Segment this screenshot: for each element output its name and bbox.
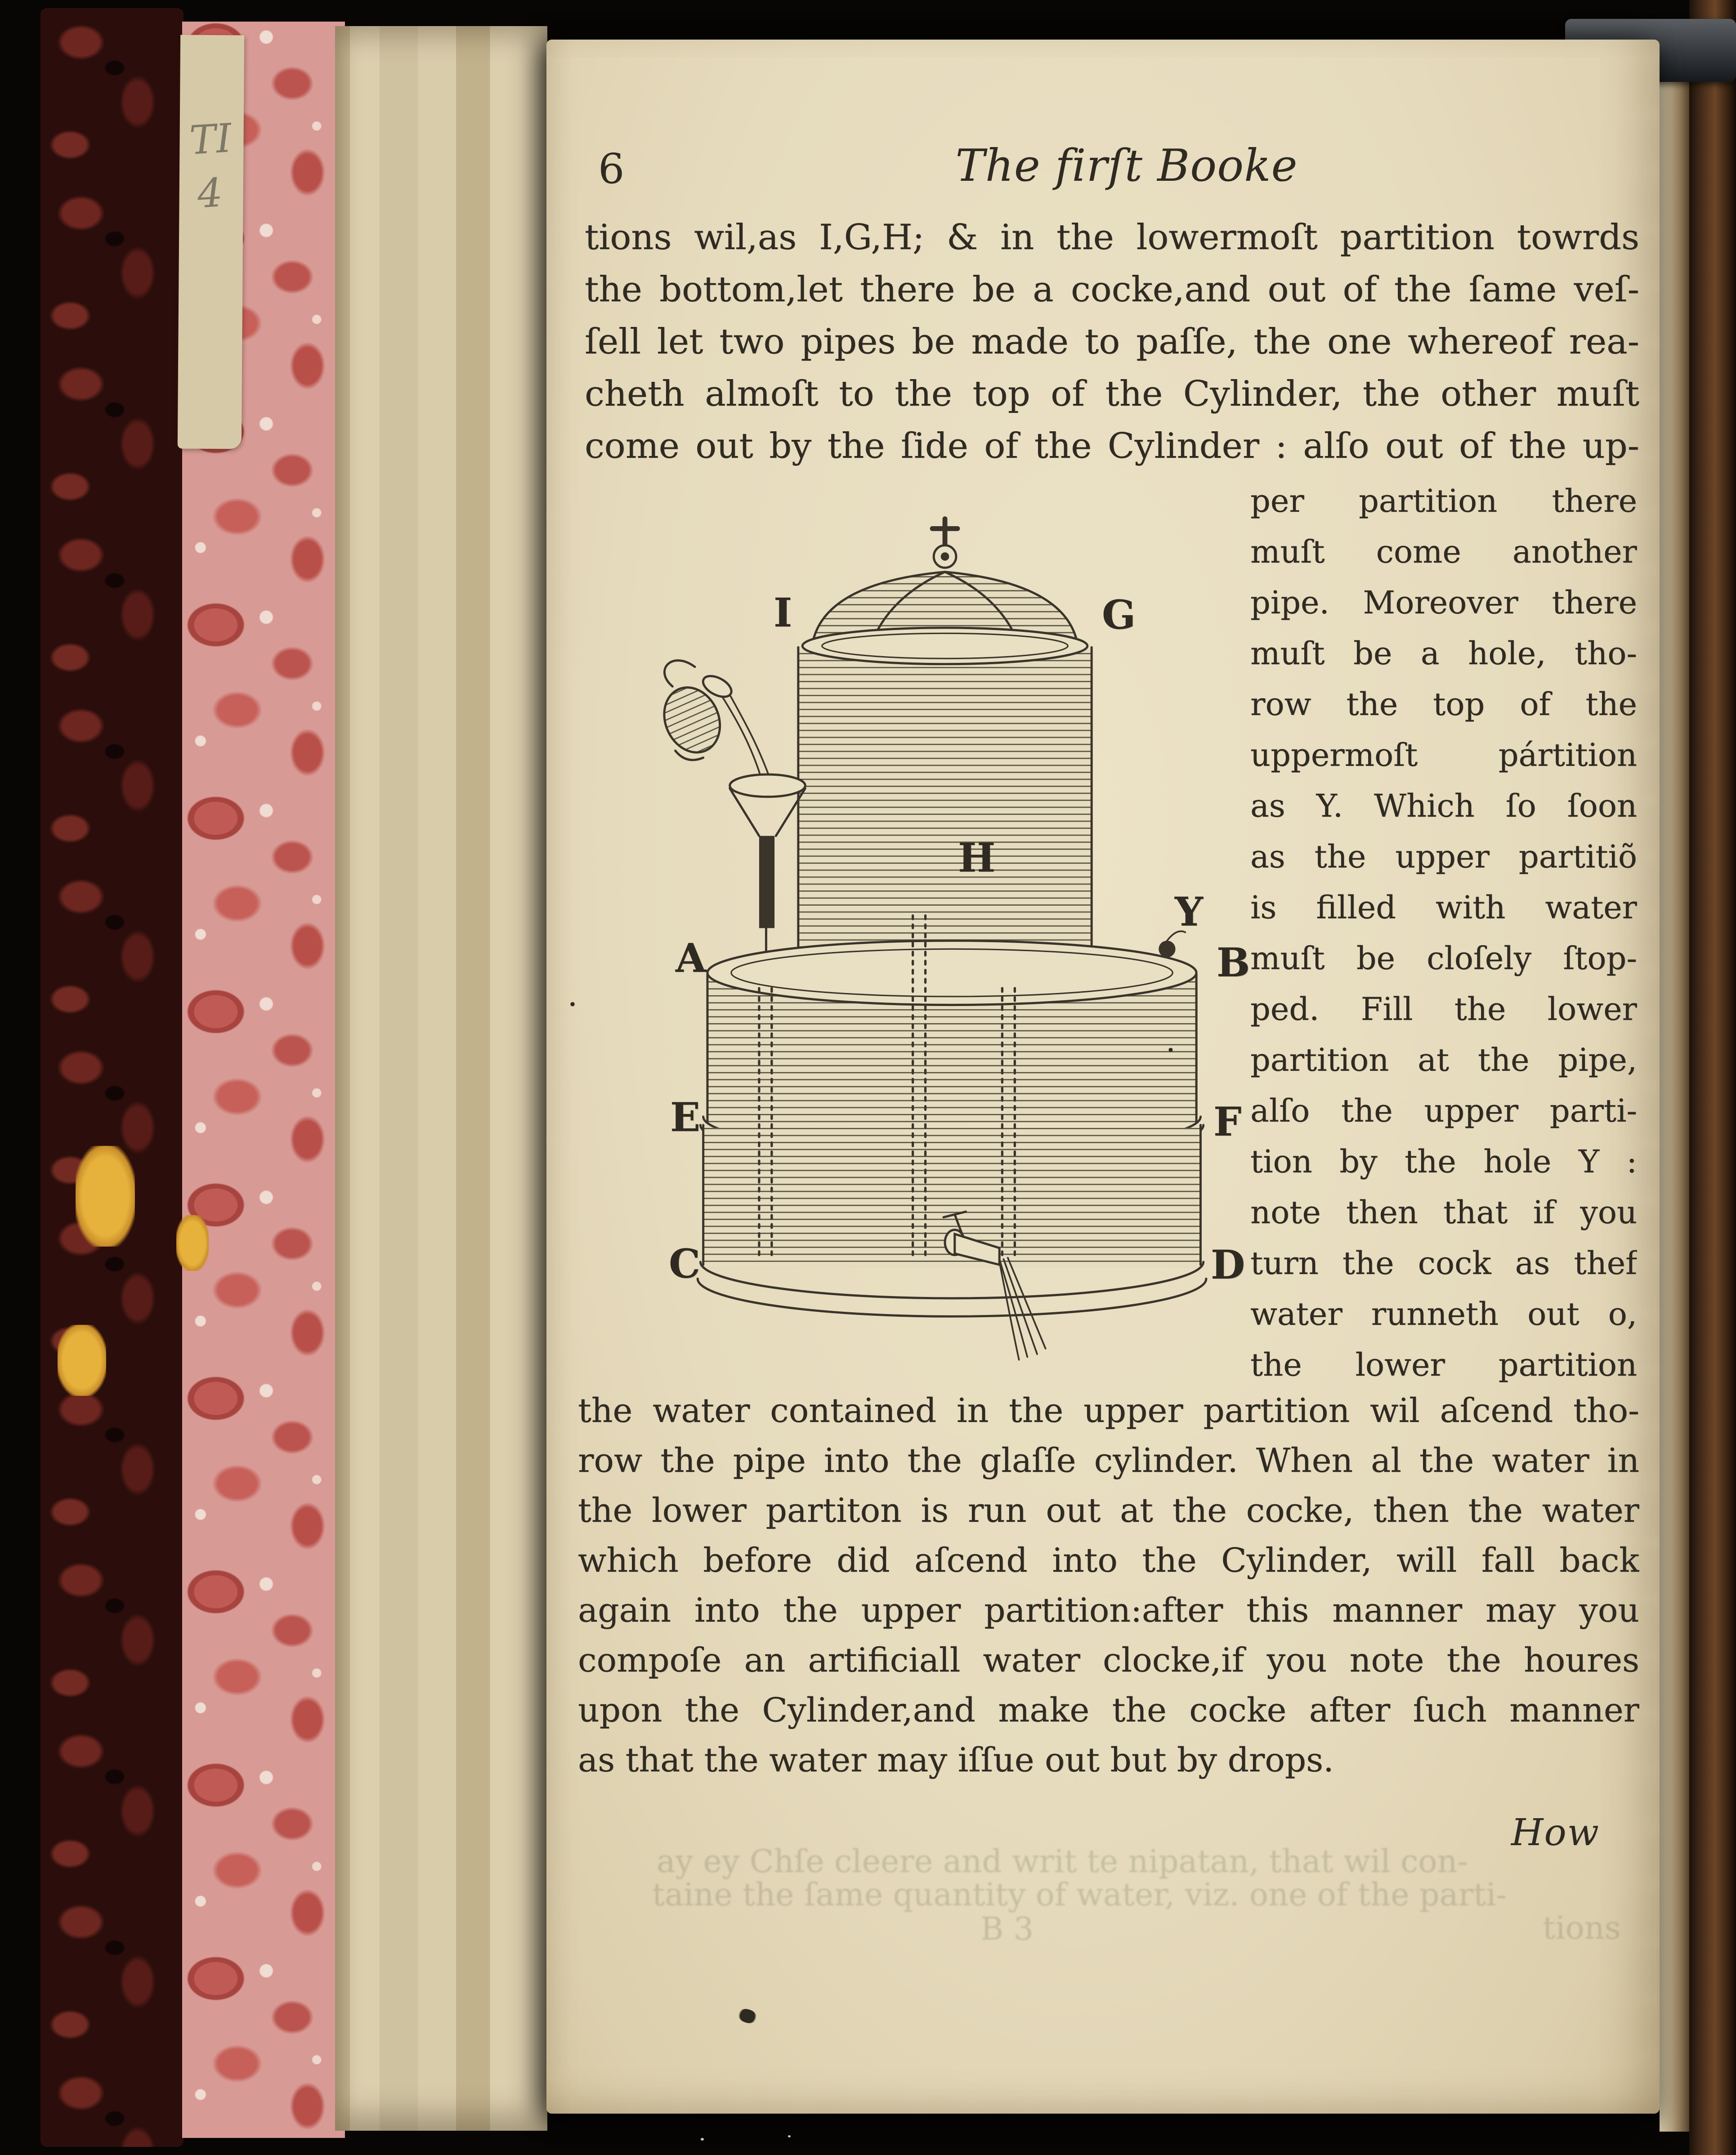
cross-finial-icon (932, 519, 957, 568)
handwritten-shelfmark: 4 (196, 169, 224, 217)
marble-yellow-blob (58, 1325, 106, 1396)
text-line: row the top of the (1250, 686, 1637, 723)
figure-label-a: A (676, 934, 707, 981)
flyleaf-corner (178, 35, 244, 449)
text-line: turn the cock as thef (1250, 1245, 1637, 1282)
lower-partition-vessel (698, 1125, 1206, 1317)
show-through-line: ay ey Chſe cleere and writ te nipatan, that wil con- (657, 1843, 1468, 1880)
upper-partition-vessel (707, 941, 1196, 1122)
text-line: partition at the pipe, (1250, 1042, 1637, 1078)
intro-paragraph (585, 211, 1639, 472)
figure-label-c: C (669, 1240, 701, 1287)
right-page-edges (1660, 27, 1689, 2132)
text-line: water runneth out o, (1250, 1296, 1637, 1332)
text-line: pipe. Moreover there (1250, 584, 1637, 621)
text-line: tions wil,as I,G,H; & in the lowermoſt partition towrds (585, 217, 1639, 258)
text-line: as Y. Which ſo ſoon (1250, 787, 1637, 824)
figure-label-f: F (1213, 1098, 1242, 1145)
text-line: which before did aſcend into the Cylinder, will fall back (578, 1541, 1639, 1580)
text-line: row the pipe into the glaſſe cylinder. When al the water in (578, 1441, 1639, 1480)
marble-yellow-blob (76, 1146, 135, 1247)
funnel (730, 774, 805, 973)
text-line: muſt be a hole, tho- (1250, 635, 1637, 672)
text-line: the bottom,let there be a cocke,and out of the ſame veſ- (585, 269, 1639, 310)
ewer (654, 661, 735, 761)
left-board-marbled (40, 8, 183, 2147)
text-line: come out by the ſide of the Cylinder : alſo out of the up- (585, 426, 1639, 466)
text-line: compoſe an artificiall water clocke,if you note the houres (578, 1641, 1639, 1680)
show-through-line: tions (1543, 1909, 1621, 1946)
water-stream (723, 695, 769, 776)
figure-label-h: H (958, 834, 996, 881)
handwritten-shelfmark: TI (188, 115, 233, 164)
text-column (1250, 476, 1637, 1390)
text-line: alſo the upper parti- (1250, 1092, 1637, 1129)
text-line: per partition there (1250, 483, 1637, 519)
show-through-line: taine the ſame quantity of water, viz. one of the parti- (652, 1876, 1507, 1913)
spigot-water-tassel (999, 1258, 1046, 1360)
text-line: as that the water may iſſue out but by drops. (578, 1741, 1334, 1779)
figure-label-d: D (1211, 1241, 1245, 1288)
catchword: How (1511, 1811, 1600, 1854)
figure-label-e: E (670, 1094, 701, 1140)
text-line: tion by the hole Y : (1250, 1143, 1637, 1180)
show-through-line: B 3 (980, 1910, 1034, 1947)
dust-speck (788, 2135, 791, 2137)
figure-label-b: B (1217, 939, 1250, 986)
text-line: the lower partition (1250, 1346, 1637, 1383)
page-edges-stack (335, 26, 547, 2131)
closing-paragraph (578, 1386, 1639, 1785)
text-line: note then that if you (1250, 1194, 1637, 1231)
binding-spine (1689, 0, 1736, 2155)
hole-y-marker (1159, 931, 1185, 957)
text-line: the lower partiton is run out at the cocke, then the water (578, 1491, 1639, 1530)
page-number: 6 (598, 145, 625, 193)
glass-cylinder (798, 647, 1092, 963)
text-line: muſt be cloſely ſtop- (1250, 940, 1637, 977)
dome-lid (802, 572, 1087, 664)
dust-speck (701, 2138, 704, 2141)
fleck (1168, 1048, 1173, 1052)
marble-yellow-blob (176, 1215, 209, 1271)
text-line: ſell let two pipes be made to paſſe, the one whereof rea- (585, 322, 1639, 362)
text-line: ped. Fill the lower (1250, 991, 1637, 1028)
figure-label-y: Y (1175, 888, 1203, 935)
fleck (570, 1002, 575, 1006)
text-line: the water contained in the upper partition wil aſcend tho- (578, 1391, 1639, 1430)
text-line: again into the upper partition:after this manner may you (578, 1591, 1639, 1630)
figure-label-g: G (1102, 591, 1136, 638)
text-line: is filled with water (1250, 889, 1637, 926)
running-header: The firſt Booke (955, 140, 1298, 192)
text-line: uppermoſt pártition (1250, 737, 1637, 773)
text-line: cheth almoſt to the top of the Cylinder, the other muſt (585, 374, 1639, 414)
text-line: upon the Cylinder,and make the cocke after ſuch manner (578, 1691, 1639, 1730)
text-line: as the upper partitiõ (1250, 838, 1637, 875)
text-line: muſt come another (1250, 533, 1637, 570)
figure-label-i: I (774, 589, 792, 636)
